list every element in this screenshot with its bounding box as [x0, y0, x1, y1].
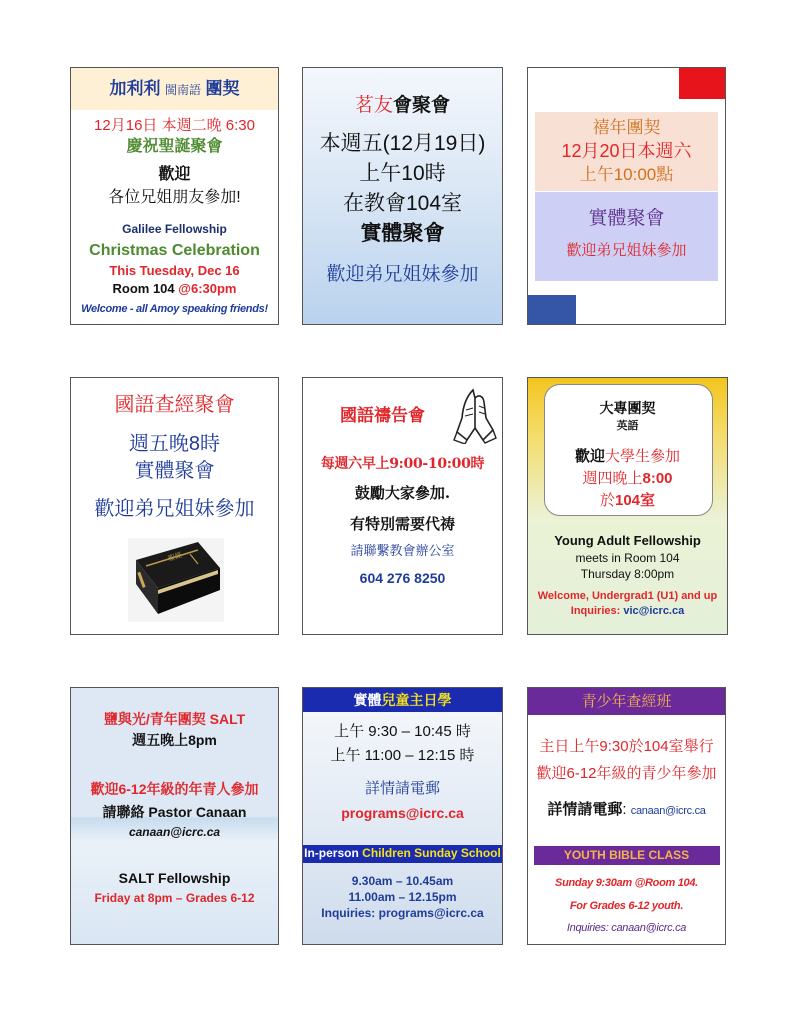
- welcome-line: [528, 448, 727, 465]
- english-title: YOUTH BIBLE CLASS: [563, 848, 690, 862]
- session-time-2: 上午 11:00 – 12:15 時: [330, 747, 475, 764]
- phone-number: 604 276 8250: [359, 570, 446, 586]
- inquiry-email[interactable]: programs@icrc.ca: [341, 805, 464, 821]
- room-value: 104室: [614, 492, 656, 509]
- inquiries-email[interactable]: vic@icrc.ca: [623, 605, 685, 617]
- event-type: 實體聚會: [134, 460, 215, 482]
- card-title: 青少年查經班: [581, 693, 672, 710]
- room-prefix: 於: [599, 492, 615, 509]
- english-time: @6:30pm: [178, 281, 237, 296]
- english-room: Room 104: [112, 281, 175, 296]
- inquiry-text: 詳情請電郵: [364, 780, 440, 797]
- galilee-fellowship-card: [70, 67, 279, 325]
- welcome-text: 歡迎6-12年級的年青人參加: [90, 781, 259, 797]
- encourage-text: 鼓勵大家參加.: [354, 484, 451, 502]
- bible-image: [128, 538, 224, 622]
- contact-text: 請聯絡 Pastor Canaan: [102, 804, 247, 820]
- welcome-text: 歡迎弟兄姐妹參加: [326, 264, 479, 285]
- inquiries-line: [528, 605, 727, 618]
- english-title-main: Children Sunday School: [362, 846, 501, 860]
- english-title: [303, 847, 502, 861]
- session-time-1: 上午 9:30 – 10:45 時: [334, 723, 471, 740]
- time-prefix: 週四晚上: [582, 470, 643, 487]
- event-room: 在教會104室: [342, 192, 463, 215]
- title-red: 茗友: [354, 95, 393, 116]
- event-time: 主日上午9:30於104室舉行: [539, 738, 714, 755]
- card-title: [303, 95, 502, 117]
- english-grades: For Grades 6-12 youth.: [569, 900, 684, 912]
- event-time: 週五晚上8pm: [132, 732, 217, 748]
- inquiry-email[interactable]: canaan@icrc.ca: [630, 805, 706, 817]
- contact-office-text: 請聯繫教會辦公室: [350, 543, 455, 558]
- welcome-word: 歡迎: [574, 448, 605, 465]
- event-time: 上午10時: [359, 162, 446, 185]
- jubilee-fellowship-card: [527, 67, 726, 325]
- invite-text: 各位兄姐朋友參加!: [108, 189, 241, 206]
- event-type: 實體聚會: [588, 208, 665, 229]
- event-time: 上午10:00點: [579, 165, 674, 184]
- language-label: 英語: [616, 420, 639, 432]
- young-adult-fellowship-card: [527, 377, 728, 635]
- inquiries-label: Inquiries:: [570, 605, 621, 617]
- praying-hands-icon: [453, 388, 497, 444]
- english-date: This Tuesday, Dec 16: [109, 263, 240, 278]
- english-title-prefix: In-person: [304, 846, 359, 860]
- title-prefix: 實體: [353, 692, 382, 708]
- welcome-text: 歡迎6-12年級的青少年參加: [536, 765, 717, 782]
- card-title: 鹽與光/青年團契 SALT: [103, 711, 246, 727]
- card-title: 國語禱告會: [340, 406, 425, 425]
- english-inquiries: Inquiries: programs@icrc.ca: [321, 906, 484, 920]
- inquiry-line: 詳情請電郵: canaan@icrc.ca: [547, 801, 706, 818]
- youth-bible-class-card: [527, 687, 726, 945]
- title-rest: 會聚會: [393, 95, 451, 116]
- card-title: [71, 79, 278, 99]
- english-inquiries: Inquiries: canaan@icrc.ca: [566, 922, 687, 934]
- mandarin-bible-study-card: [70, 377, 279, 635]
- bible-cover-text: 聖經: [167, 552, 183, 563]
- event-date: 本週五(12月19日): [319, 132, 486, 155]
- english-welcome: Welcome - all Amoy speaking friends!: [81, 303, 268, 315]
- time-value: 8:00: [642, 470, 673, 487]
- mandarin-prayer-meeting-card: [302, 377, 503, 635]
- event-time: 週五晚8時: [128, 433, 221, 455]
- card-title: 禧年團契: [592, 118, 661, 137]
- english-time-2: 11.00am – 12.15pm: [348, 890, 457, 904]
- title-main: 兒童主日學: [381, 692, 452, 708]
- salt-fellowship-card: [70, 687, 279, 945]
- card-title: 大專團契: [599, 400, 656, 416]
- english-time: Friday at 8pm – Grades 6-12: [94, 891, 255, 905]
- title-sub: 閩南語: [164, 83, 201, 97]
- english-time: Thursday 8:00pm: [580, 567, 675, 581]
- english-name: SALT Fellowship: [118, 870, 231, 886]
- red-decor-block: [679, 68, 726, 99]
- english-name: Galilee Fellowship: [122, 222, 227, 236]
- event-date: 12月16日 本週二晚 6:30: [94, 117, 255, 134]
- english-time-1: 9.30am – 10.45am: [351, 874, 454, 888]
- event-type: 實體聚會: [360, 222, 445, 245]
- welcome-text: 歡迎: [158, 166, 191, 183]
- title-main: 加利利: [109, 79, 161, 98]
- blue-decor-block: [528, 295, 576, 325]
- card-title: [303, 692, 502, 708]
- card-title: 國語查經聚會: [114, 394, 235, 416]
- mingyou-fellowship-card: [302, 67, 503, 325]
- inquiry-label: 詳情請電郵: [547, 801, 623, 818]
- english-name: Young Adult Fellowship: [554, 533, 701, 548]
- event-date: 12月20日本週六: [561, 141, 692, 161]
- english-event: Christmas Celebration: [89, 242, 260, 259]
- special-need-text: 有特別需要代祷: [349, 515, 455, 533]
- event-time: 每週六早上9:00-10:00時: [320, 456, 485, 472]
- welcome-text: 歡迎弟兄姐妹參加: [94, 498, 255, 520]
- english-room: meets in Room 104: [575, 551, 680, 565]
- lavender-panel: [535, 192, 718, 281]
- english-time: Sunday 9:30am @Room 104.: [555, 877, 698, 889]
- welcome-target: 大學生參加: [605, 448, 681, 465]
- title-end: 團契: [205, 79, 240, 98]
- children-sunday-school-card: [302, 687, 503, 945]
- welcome-text: 歡迎弟兄姐妹參加: [566, 242, 687, 259]
- time-line: [528, 470, 727, 487]
- contact-email[interactable]: canaan@icrc.ca: [128, 825, 221, 839]
- event-name: 慶祝聖誕聚會: [126, 138, 223, 155]
- english-room-time: [71, 282, 278, 297]
- room-line: [528, 492, 727, 509]
- english-welcome: Welcome, Undergrad1 (U1) and up: [537, 590, 718, 602]
